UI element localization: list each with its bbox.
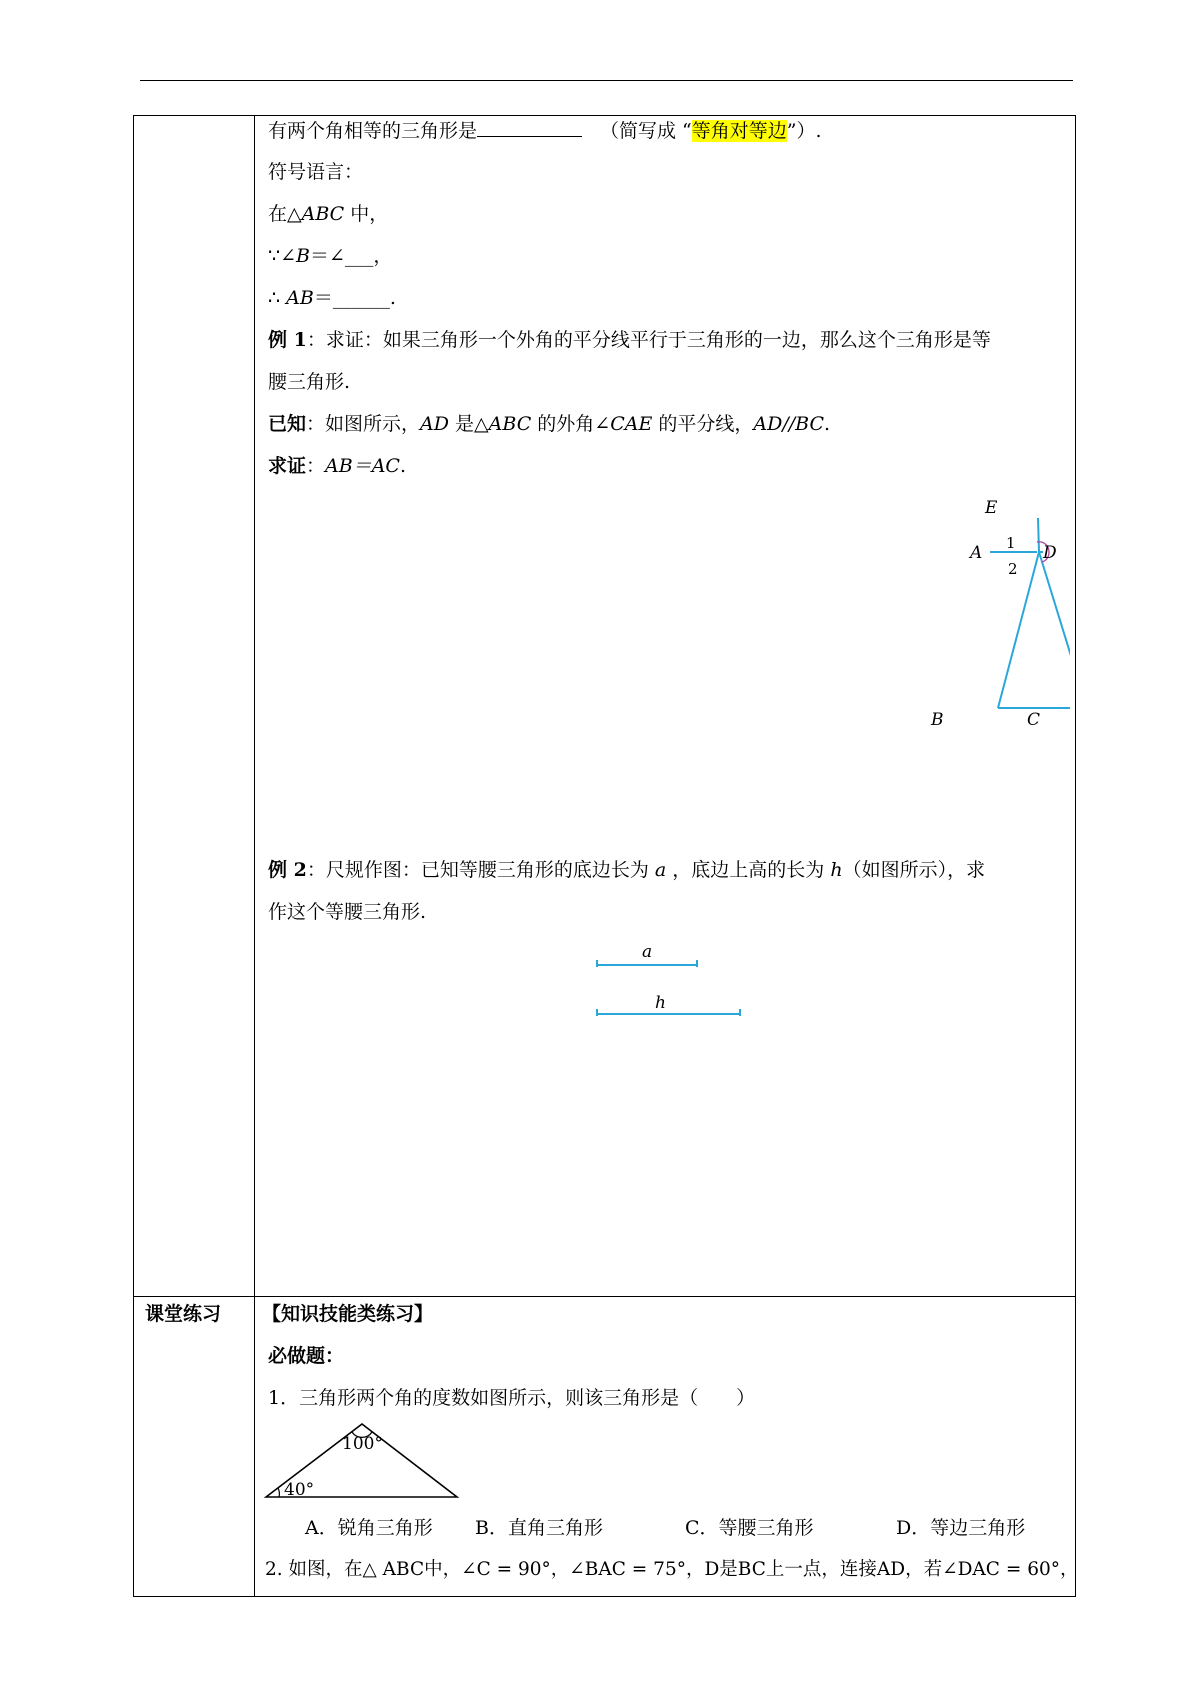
answer-blank[interactable]	[477, 118, 582, 137]
side-ba	[998, 552, 1039, 708]
segments-figure	[595, 955, 745, 1020]
label-b: B	[931, 710, 944, 730]
therefore-line: ∴ AB＝______.	[268, 287, 396, 309]
symbol-language-label: 符号语言：	[268, 161, 364, 183]
row-label-practice: 课堂练习	[145, 1303, 222, 1325]
segment-a-label: a	[642, 942, 653, 962]
example1-statement: 例 1：求证：如果三角形一个外角的平分线平行于三角形的一边，那么这个三角形是等	[268, 329, 991, 351]
table-row-divider	[133, 1296, 1076, 1297]
required-label: 必做题：	[268, 1345, 345, 1367]
label-c: C	[1027, 710, 1041, 730]
example1-given: 已知：如图所示，AD 是△ABC 的外角∠CAE 的平分线，AD//BC.	[268, 413, 831, 435]
segment-h-label: h	[655, 993, 666, 1013]
ray-ad	[990, 545, 1050, 565]
label-e: E	[985, 498, 998, 518]
example1-prove: 求证：AB＝AC.	[268, 455, 407, 477]
question-1: 1．三角形两个角的度数如图所示，则该三角形是（ ）	[268, 1387, 756, 1409]
side-ac	[1039, 552, 1070, 708]
highlight-text: 等角对等边	[691, 120, 787, 142]
question-2: 2. 如图，在△ ABC中，∠C = 90°，∠BAC = 75°，D是BC上一点，连接AD，若∠DAC = 60°，	[265, 1559, 1079, 1580]
left-angle-arc	[278, 1488, 279, 1497]
example2-statement: 例 2：尺规作图：已知等腰三角形的底边长为 a ，底边上高的长为 h（如图所示），求	[268, 859, 986, 881]
label-d: D	[1043, 543, 1057, 563]
example1-statement-cont: 腰三角形.	[268, 371, 351, 393]
option-d[interactable]: D．等边三角形	[896, 1517, 1026, 1539]
label-angle-2: 2	[1008, 560, 1018, 578]
angle-100-label: 100°	[342, 1434, 383, 1454]
option-b[interactable]: B．直角三角形	[475, 1517, 603, 1539]
because-line: ∵∠B＝∠___，	[268, 245, 393, 267]
example2-statement-cont: 作这个等腰三角形.	[268, 901, 427, 923]
header-rule	[140, 80, 1073, 81]
angle-40-label: 40°	[284, 1480, 315, 1500]
because-blank[interactable]: ___	[344, 245, 374, 267]
option-a[interactable]: A．锐角三角形	[305, 1517, 433, 1539]
therefore-blank[interactable]: ______	[332, 287, 390, 309]
triangle-figure-1	[950, 490, 1070, 735]
label-angle-1: 1	[1006, 534, 1016, 552]
practice-heading: 【知识技能类练习】	[262, 1303, 434, 1325]
table-column-divider	[254, 115, 255, 1597]
option-c[interactable]: C．等腰三角形	[685, 1517, 814, 1539]
in-triangle-line: 在△ABC 中，	[268, 203, 389, 225]
label-a: A	[970, 543, 983, 563]
definition-line: 有两个角相等的三角形是 （简写成 “等角对等边”）.	[268, 120, 822, 142]
